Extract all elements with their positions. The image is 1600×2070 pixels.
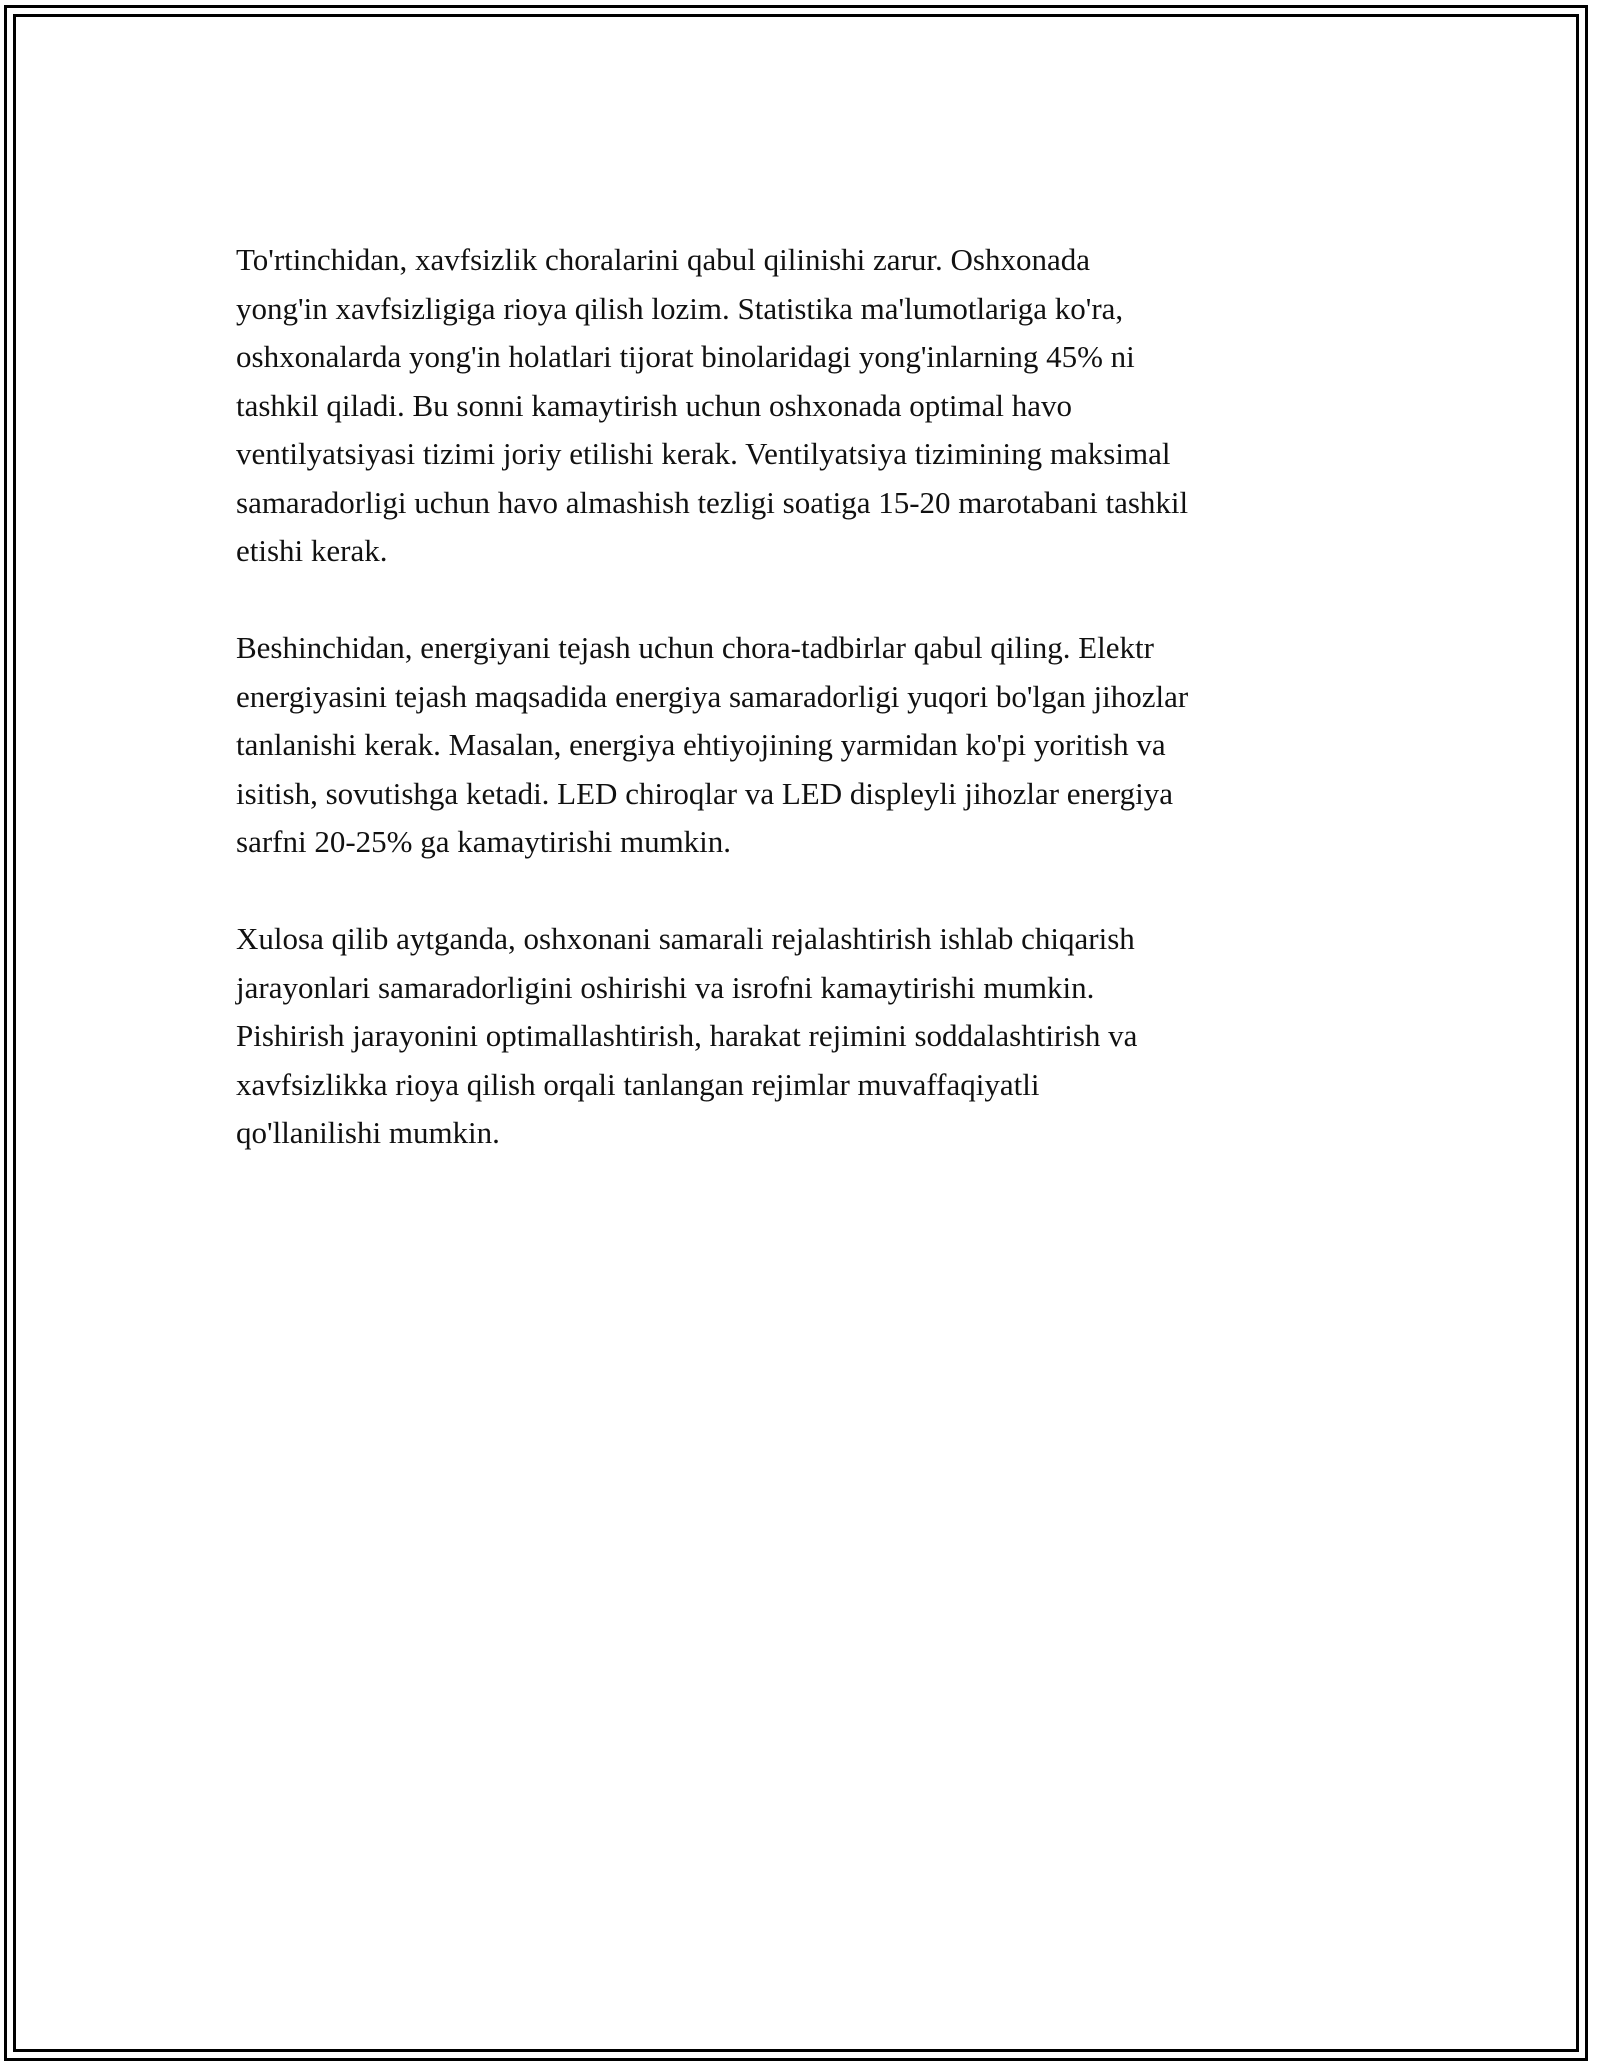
- document-body: [236, 236, 1366, 1206]
- paragraph-safety: To'rtinchidan, xavfsizlik choralarini qabul qilinishi zarur. Oshxonada yong'in xavfsizligiga rioya qilish lozim. Statistika ma'lumotlariga ko'ra, oshxonalarda yong'in holatlari tijorat binolaridagi yong'inlarning 45% ni tashkil qiladi. Bu sonni kamaytirish uchun oshxonada optimal havo ventilyatsiyasi tizimi joriy etilishi kerak. Ventilyatsiya tizimining maksimal samaradorligi uchun havo almashish tezligi soatiga 15-20 marotabani tashkil etishi kerak.: [236, 242, 1189, 568]
- paragraph-energy: Beshinchidan, energiyani tejash uchun chora-tadbirlar qabul qiling. Elektr energiyasini tejash maqsadida energiya samaradorligi yuqori bo'lgan jihozlar tanlanishi kerak. Masalan, energiya ehtiyojining yarmidan ko'pi yoritish va isitish, sovutishga ketadi. LED chiroqlar va LED displeyli jihozlar energiya sarfni 20-25% ga kamaytirishi mumkin.: [236, 630, 1189, 859]
- paragraph-conclusion: Xulosa qilib aytganda, oshxonani samarali rejalashtirish ishlab chiqarish jarayonlari samaradorligini oshirishi va isrofni kamaytirishi mumkin. Pishirish jarayonini optimallashtirish, harakat rejimini soddalashtirish va xavfsizlikka rioya qilish orqali tanlangan rejimlar muvaffaqiyatli qo'llanilishi mumkin.: [236, 921, 1138, 1150]
